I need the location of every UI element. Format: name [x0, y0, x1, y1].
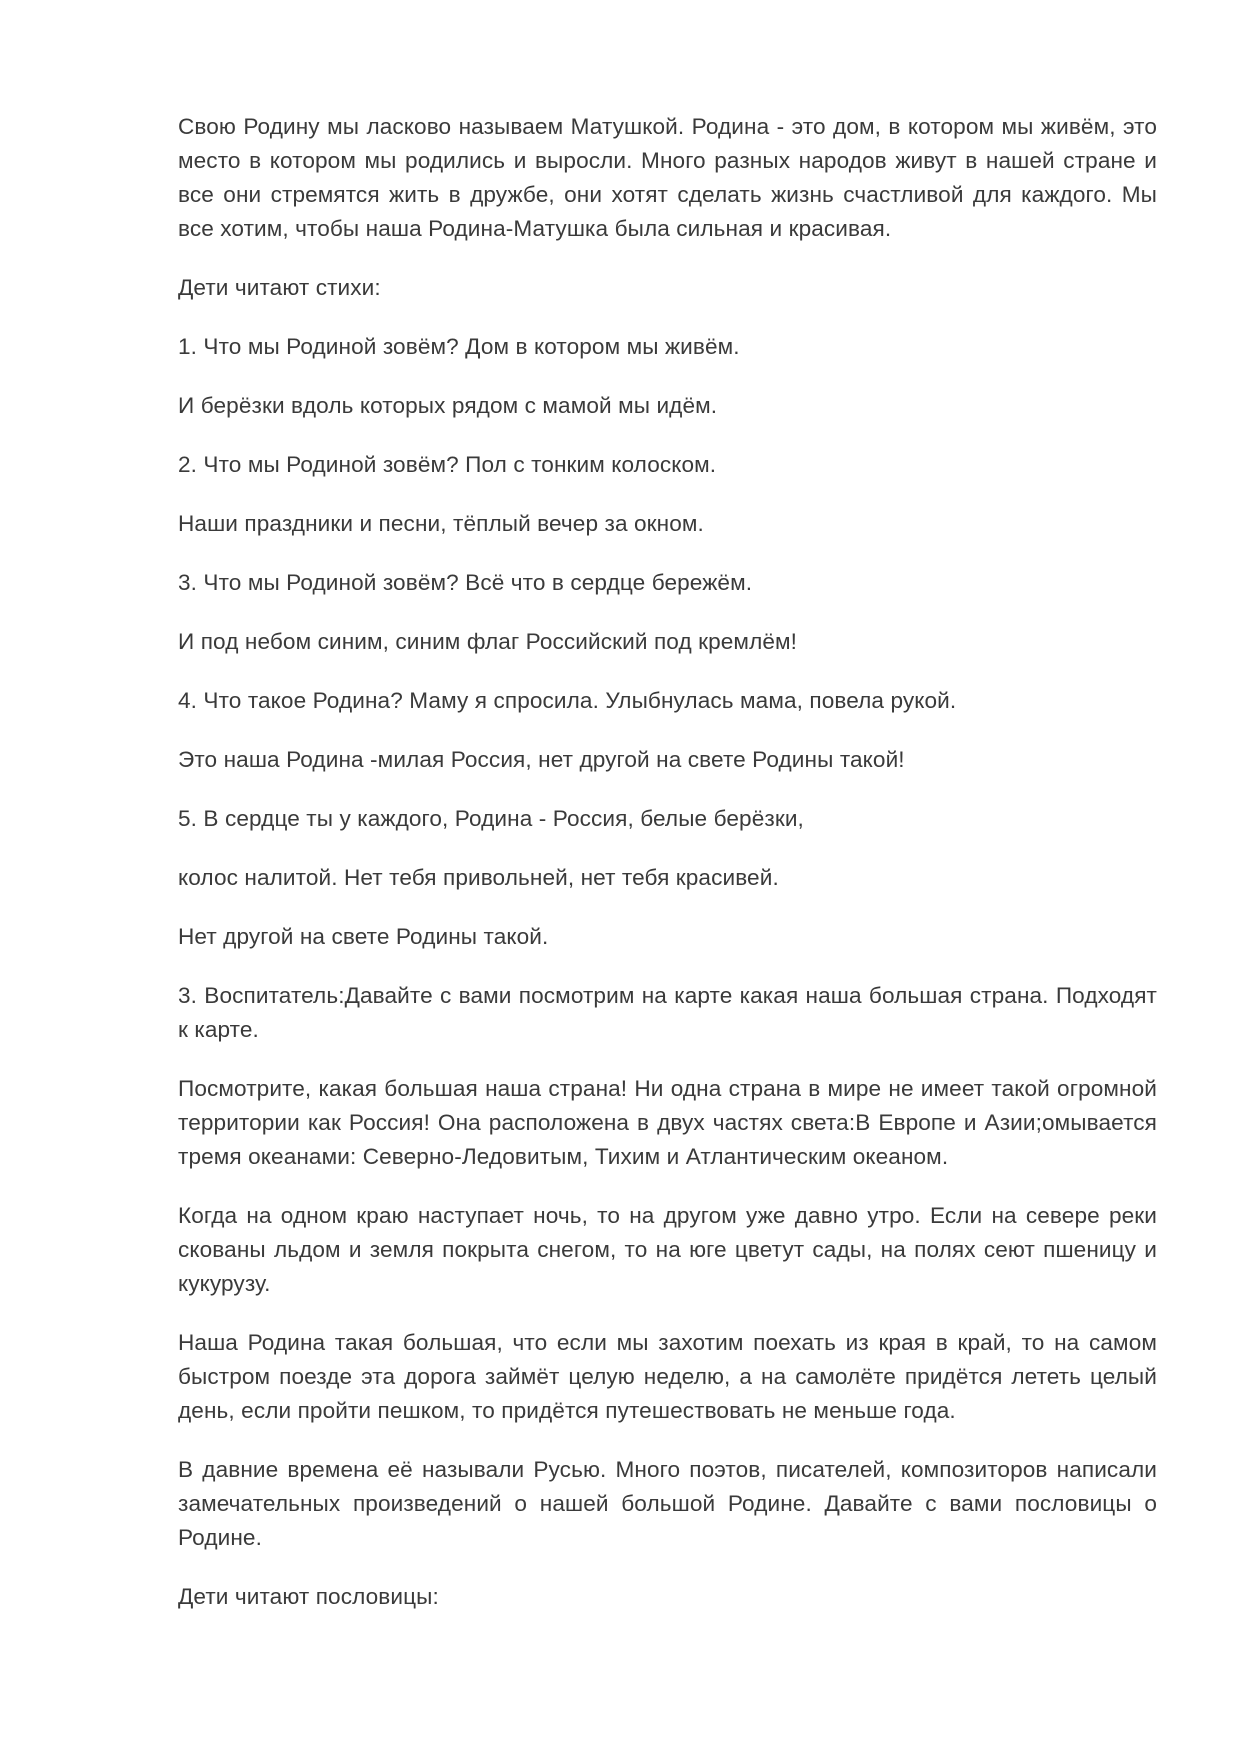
- paragraph-night-morning: Когда на одном краю наступает ночь, то на другом уже давно утро. Если на севере реки скованы льдом и земля покрыта снегом, то на юге цветут сады, на полях сеют пшеницу и кукурузу.: [178, 1203, 1157, 1296]
- paragraph-teacher-map: 3. Воспитатель:Давайте с вами посмотрим на карте какая наша большая страна. Подходят к карте.: [178, 983, 1157, 1042]
- poem-5-line-3: Нет другой на свете Родины такой.: [178, 924, 549, 949]
- poem-1-line-2: И берёзки вдоль которых рядом с мамой мы идём.: [178, 393, 718, 418]
- poem-2-line-2: Наши праздники и песни, тёплый вечер за окном.: [178, 511, 704, 536]
- poem-3-line-2: И под небом синим, синим флаг Российский под кремлём!: [178, 629, 798, 654]
- paragraph-travel: Наша Родина такая большая, что если мы захотим поехать из края в край, то на самом быстром поезде эта дорога займёт целую неделю, а на самолёте придётся лететь целый день, если пройти пешком, то придётся путешествовать не меньше года.: [178, 1330, 1157, 1423]
- poem-2-line-1: 2. Что мы Родиной зовём? Пол с тонким колоском.: [178, 452, 717, 477]
- paragraph-big-country: Посмотрите, какая большая наша страна! Ни одна страна в мире не имеет такой огромной территории как Россия! Она расположена в двух частях света:В Европе и Азии;омывается тремя океанами: Северно-Ледовитым, Тихим и Атлантическим океаном.: [178, 1076, 1157, 1169]
- paragraph-children-read-proverbs: Дети читают пословицы:: [178, 1584, 439, 1609]
- poem-5-line-1: 5. В сердце ты у каждого, Родина - Россия, белые берёзки,: [178, 806, 804, 831]
- document-page: [178, 110, 1157, 1639]
- poem-4-line-2: Это наша Родина -милая Россия, нет другой на свете Родины такой!: [178, 747, 905, 772]
- poem-1-line-1: 1. Что мы Родиной зовём? Дом в котором мы живём.: [178, 334, 740, 359]
- poem-5-line-2: колос налитой. Нет тебя привольней, нет тебя красивей.: [178, 865, 779, 890]
- poem-4-line-1: 4. Что такое Родина? Маму я спросила. Улыбнулась мама, повела рукой.: [178, 688, 957, 713]
- poem-3-line-1: 3. Что мы Родиной зовём? Всё что в сердце бережём.: [178, 570, 753, 595]
- paragraph-children-read-poems: Дети читают стихи:: [178, 275, 381, 300]
- paragraph-rus: В давние времена её называли Русью. Много поэтов, писателей, композиторов написали замечательных произведений о нашей большой Родине. Давайте с вами пословицы о Родине.: [178, 1457, 1157, 1550]
- paragraph-intro: Свою Родину мы ласково называем Матушкой. Родина - это дом, в котором мы живём, это место в котором мы родились и выросли. Много разных народов живут в нашей стране и все они стремятся жить в дружбе, они хотят сделать жизнь счастливой для каждого. Мы все хотим, чтобы наша Родина-Матушка была сильная и красивая.: [178, 114, 1157, 241]
